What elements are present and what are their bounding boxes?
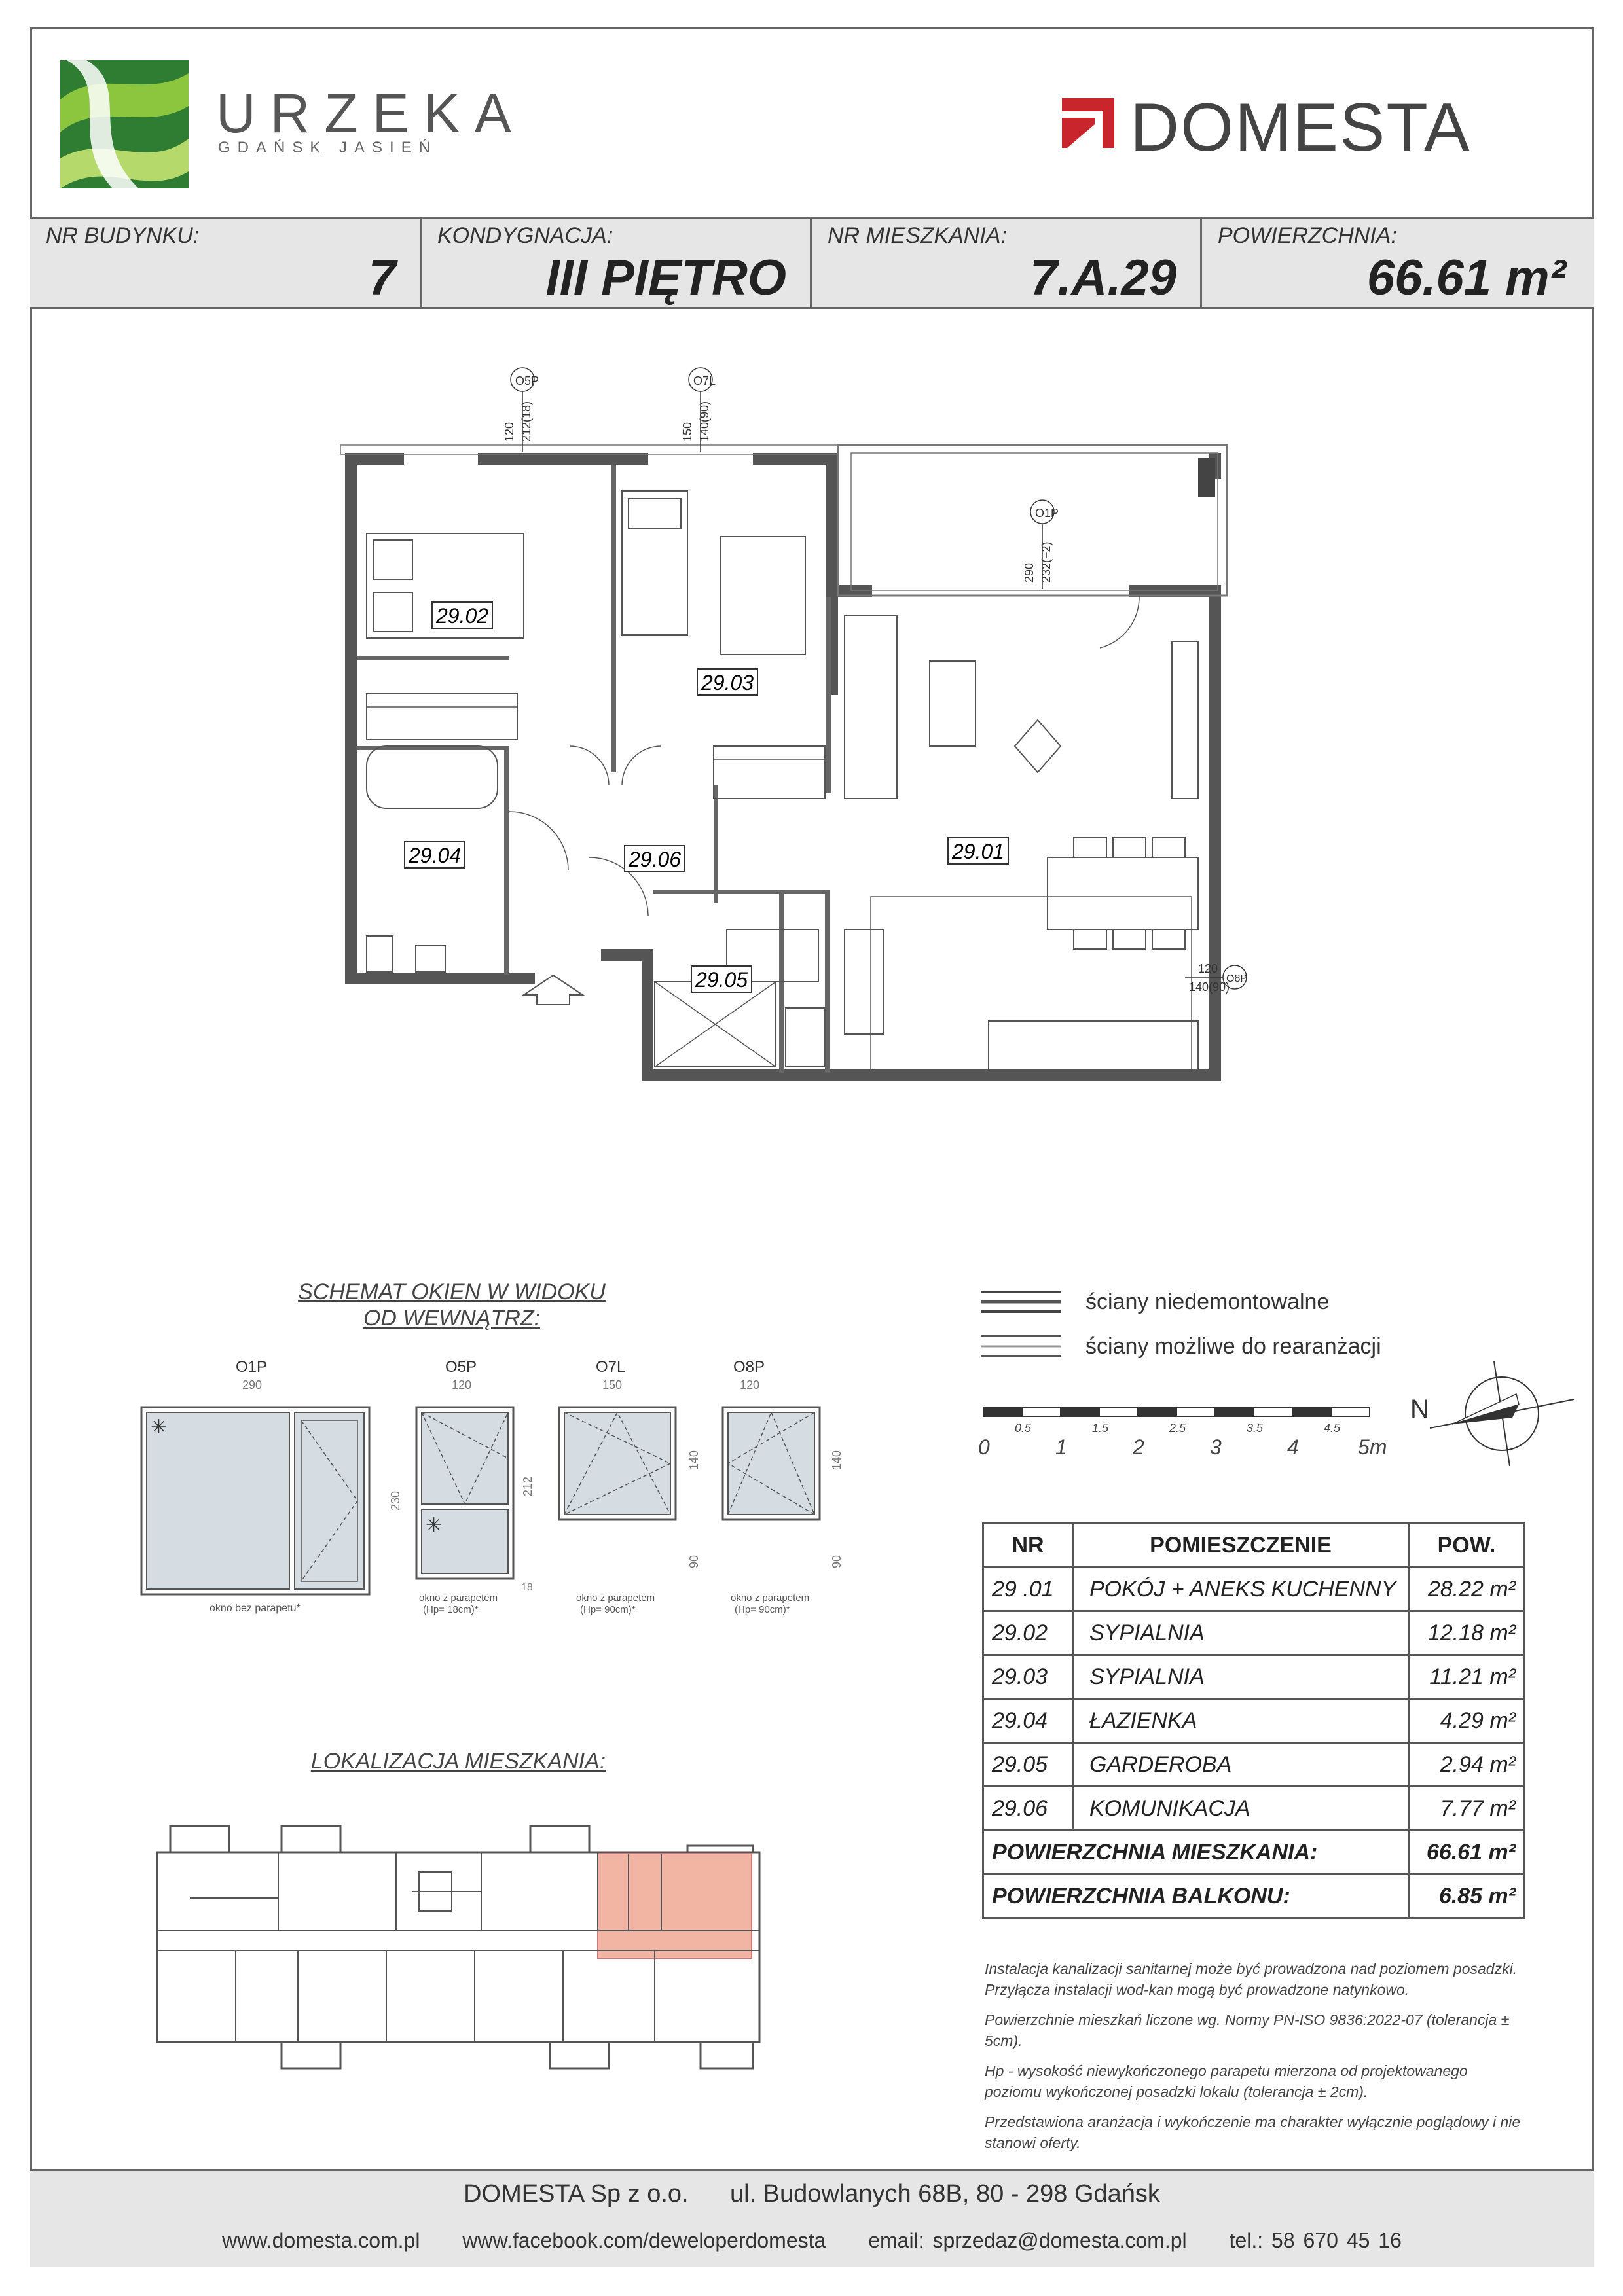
scale-major-5: 5m xyxy=(1358,1435,1387,1459)
footer-company: DOMESTA Sp z o.o. xyxy=(464,2180,689,2208)
scale-major-2: 2 xyxy=(1133,1435,1144,1459)
area-value: 66.61 m² xyxy=(1366,250,1566,306)
footer-company-line xyxy=(30,2180,1594,2208)
window-o8p-schema-width: 120 xyxy=(740,1378,760,1391)
window-o1p-schema-width: 290 xyxy=(242,1378,263,1391)
header-room: POMIESZCZENIE xyxy=(1073,1524,1409,1568)
scale-major-0: 0 xyxy=(978,1435,990,1459)
balcony-area-value: 6.85 m² xyxy=(1409,1874,1525,1918)
room-label-29-02: 29.02 xyxy=(436,604,489,628)
window-o7l-caption1: okno z parapetem xyxy=(576,1592,655,1604)
window-o1p-width: 290 xyxy=(1023,562,1036,583)
window-o1p-code: O1P xyxy=(236,1358,268,1376)
fixed-walls-legend: ściany niedemontowalne xyxy=(1085,1289,1330,1314)
window-o5p-caption1: okno z parapetem xyxy=(419,1592,498,1604)
window-o8p-caption2: (Hp= 90cm)* xyxy=(735,1604,790,1615)
room-table-header xyxy=(983,1524,1525,1568)
room-label-29-06: 29.06 xyxy=(629,848,682,871)
room-name: SYPIALNIA xyxy=(1073,1655,1409,1699)
table-row xyxy=(983,1699,1525,1743)
scale-bar xyxy=(974,1401,1393,1466)
footer-website-link[interactable]: www.domesta.com.pl xyxy=(222,2229,420,2252)
floor-value: III PIĘTRO xyxy=(545,250,786,306)
window-tag-o7l: O7L xyxy=(693,374,716,387)
window-schema-title xyxy=(268,1279,635,1331)
svg-text:✳: ✳ xyxy=(426,1515,443,1536)
room-nr: 29.03 xyxy=(983,1655,1073,1699)
window-o8p-code: O8P xyxy=(733,1358,765,1376)
footer xyxy=(30,2169,1594,2267)
note-disclaimer: Przedstawiona aranżacja i wykończenie ma charakter wyłącznie poglądowy i nie stanowi oferty. xyxy=(985,2113,1521,2151)
building-location-map xyxy=(151,1820,773,2088)
building-cell xyxy=(30,219,422,307)
table-row xyxy=(983,1655,1525,1699)
project-location: GDAŃSK JASIEŃ xyxy=(218,139,438,156)
north-label: N xyxy=(1410,1395,1429,1424)
window-o8p-height: 140(90) xyxy=(1189,980,1230,994)
window-o7l-sill: 90 xyxy=(687,1554,701,1568)
window-o5p-caption2: (Hp= 18cm)* xyxy=(423,1604,479,1615)
window-o7l-caption2: (Hp= 90cm)* xyxy=(580,1604,636,1615)
domesta-logo-icon xyxy=(1062,98,1114,148)
room-nr: 29.05 xyxy=(983,1743,1073,1787)
floor-plan xyxy=(327,353,1277,1093)
room-area: 28.22 m² xyxy=(1409,1568,1525,1611)
window-o7l-code: O7L xyxy=(596,1358,626,1376)
scale-minor-4: 4.5 xyxy=(1324,1422,1341,1435)
window-tag-o8p: O8P xyxy=(1226,973,1248,984)
header-area: POW. xyxy=(1409,1524,1525,1568)
footer-phone: tel.: 58 670 45 16 xyxy=(1229,2229,1402,2252)
window-o7l-schema-height: 140 xyxy=(687,1450,701,1470)
note-sewage: Instalacja kanalizacji sanitarnej może być prowadzona nad poziomem posadzki. Przyłącza instalacji wod-kan mogą być prowadzone natynkowo. xyxy=(985,1960,1518,1998)
window-schema-drawings xyxy=(131,1355,864,1617)
floor-cell xyxy=(422,219,812,307)
footer-address: ul. Budowlanych 68B, 80 - 298 Gdańsk xyxy=(729,2180,1160,2208)
table-row xyxy=(983,1743,1525,1787)
footer-facebook-link[interactable]: www.facebook.com/deweloperdomesta xyxy=(462,2229,826,2252)
changeable-wall-swatch xyxy=(981,1335,1061,1357)
apartment-highlight xyxy=(598,1854,752,1958)
room-area: 7.77 m² xyxy=(1409,1787,1525,1831)
scale-major-1: 1 xyxy=(1055,1435,1067,1459)
footer-email-link[interactable]: email: sprzedaz@domesta.com.pl xyxy=(868,2229,1187,2252)
apartment-info-bar xyxy=(30,217,1594,309)
note-area-norm: Powierzchnie mieszkań liczone wg. Normy PN-ISO 9836:2022-07 (tolerancja ± 5cm). xyxy=(985,2011,1510,2049)
apartment-cell xyxy=(812,219,1202,307)
room-name: ŁAZIENKA xyxy=(1073,1699,1409,1743)
balcony-area-row xyxy=(983,1874,1525,1918)
table-row xyxy=(983,1787,1525,1831)
room-name: GARDEROBA xyxy=(1073,1743,1409,1787)
north-compass-icon xyxy=(1401,1355,1584,1473)
window-o7l-schema-width: 150 xyxy=(602,1378,623,1391)
room-area: 2.94 m² xyxy=(1409,1743,1525,1787)
room-nr: 29 .01 xyxy=(983,1568,1073,1611)
window-o8p-schema-height: 140 xyxy=(830,1450,843,1470)
building-label: NR BUDYNKU: xyxy=(46,223,200,248)
project-name: URZEKA xyxy=(216,82,526,144)
room-label-29-05: 29.05 xyxy=(695,968,748,992)
area-cell xyxy=(1202,219,1590,307)
scale-minor-3: 3.5 xyxy=(1247,1422,1264,1435)
room-area: 4.29 m² xyxy=(1409,1699,1525,1743)
window-tag-o5p: O5P xyxy=(515,374,539,387)
balcony-area-label: POWIERZCHNIA BALKONU: xyxy=(983,1874,1409,1918)
table-row xyxy=(983,1611,1525,1655)
window-o5p-sill: 18 xyxy=(521,1582,533,1593)
footer-contact-line xyxy=(30,2229,1594,2253)
window-tag-o1p: O1P xyxy=(1035,507,1059,520)
room-nr: 29.02 xyxy=(983,1611,1073,1655)
scale-major-3: 3 xyxy=(1210,1435,1222,1459)
room-nr: 29.04 xyxy=(983,1699,1073,1743)
window-o1p-height: 232(−2) xyxy=(1040,541,1053,583)
total-area-label: POWIERZCHNIA MIESZKANIA: xyxy=(983,1831,1409,1874)
room-name: POKÓJ + ANEKS KUCHENNY xyxy=(1073,1568,1409,1611)
note-sill-height: Hp - wysokość niewykończonego parapetu mierzona od projektowanego poziomu wykończonej posadzki lokalu (tolerancja ± 2cm). xyxy=(985,2062,1468,2100)
scale-minor-2: 2.5 xyxy=(1169,1422,1186,1435)
window-o1p-schema-height: 230 xyxy=(389,1490,402,1511)
room-name: SYPIALNIA xyxy=(1073,1611,1409,1655)
apartment-label: NR MIESZKANIA: xyxy=(828,223,1007,248)
apartment-value: 7.A.29 xyxy=(1030,250,1176,306)
window-o5p-code: O5P xyxy=(445,1358,477,1376)
room-name: KOMUNIKACJA xyxy=(1073,1787,1409,1831)
svg-text:✳: ✳ xyxy=(151,1416,168,1438)
building-value: 7 xyxy=(368,250,396,306)
scale-major-4: 4 xyxy=(1287,1435,1299,1459)
scale-minor-0: 0.5 xyxy=(1015,1422,1032,1435)
window-o8p-sill: 90 xyxy=(830,1554,843,1568)
header-nr: NR xyxy=(983,1524,1073,1568)
window-o5p-schema-width: 120 xyxy=(452,1378,472,1391)
total-area-row xyxy=(983,1831,1525,1874)
developer-name: DOMESTA xyxy=(1130,90,1471,166)
table-row xyxy=(983,1568,1525,1611)
floor-label: KONDYGNACJA: xyxy=(437,223,613,248)
window-o8p-width: 120 xyxy=(1198,962,1218,975)
room-area: 11.21 m² xyxy=(1409,1655,1525,1699)
window-o7l-width: 150 xyxy=(681,422,694,442)
location-title: LOKALIZACJA MIESZKANIA: xyxy=(310,1749,606,1774)
room-label-29-01: 29.01 xyxy=(952,840,1005,863)
window-schema-title-line1: SCHEMAT OKIEN W WIDOKU xyxy=(298,1280,606,1304)
total-area-value: 66.61 m² xyxy=(1409,1831,1525,1874)
room-label-29-04: 29.04 xyxy=(409,844,462,867)
room-table xyxy=(982,1522,1525,1919)
window-o8p-caption1: okno z parapetem xyxy=(731,1592,810,1604)
room-nr: 29.06 xyxy=(983,1787,1073,1831)
window-o5p-height: 212(18) xyxy=(520,401,533,442)
window-schema-title-line2: OD WEWNĄTRZ: xyxy=(363,1306,541,1331)
fixed-wall-swatch xyxy=(981,1291,1061,1313)
scale-minor-1: 1.5 xyxy=(1092,1422,1109,1435)
room-area: 12.18 m² xyxy=(1409,1611,1525,1655)
urzeka-logo xyxy=(60,60,189,188)
changeable-walls-legend: ściany możliwe do rearanżacji xyxy=(1085,1334,1381,1359)
room-label-29-03: 29.03 xyxy=(701,671,754,694)
window-o1p-caption: okno bez parapetu* xyxy=(210,1603,301,1614)
window-o5p-width: 120 xyxy=(503,422,516,442)
window-o7l-height: 140(90) xyxy=(698,401,711,442)
window-o5p-schema-height: 212 xyxy=(521,1476,534,1496)
notes xyxy=(985,1958,1528,2162)
area-label: POWIERZCHNIA: xyxy=(1218,223,1397,248)
